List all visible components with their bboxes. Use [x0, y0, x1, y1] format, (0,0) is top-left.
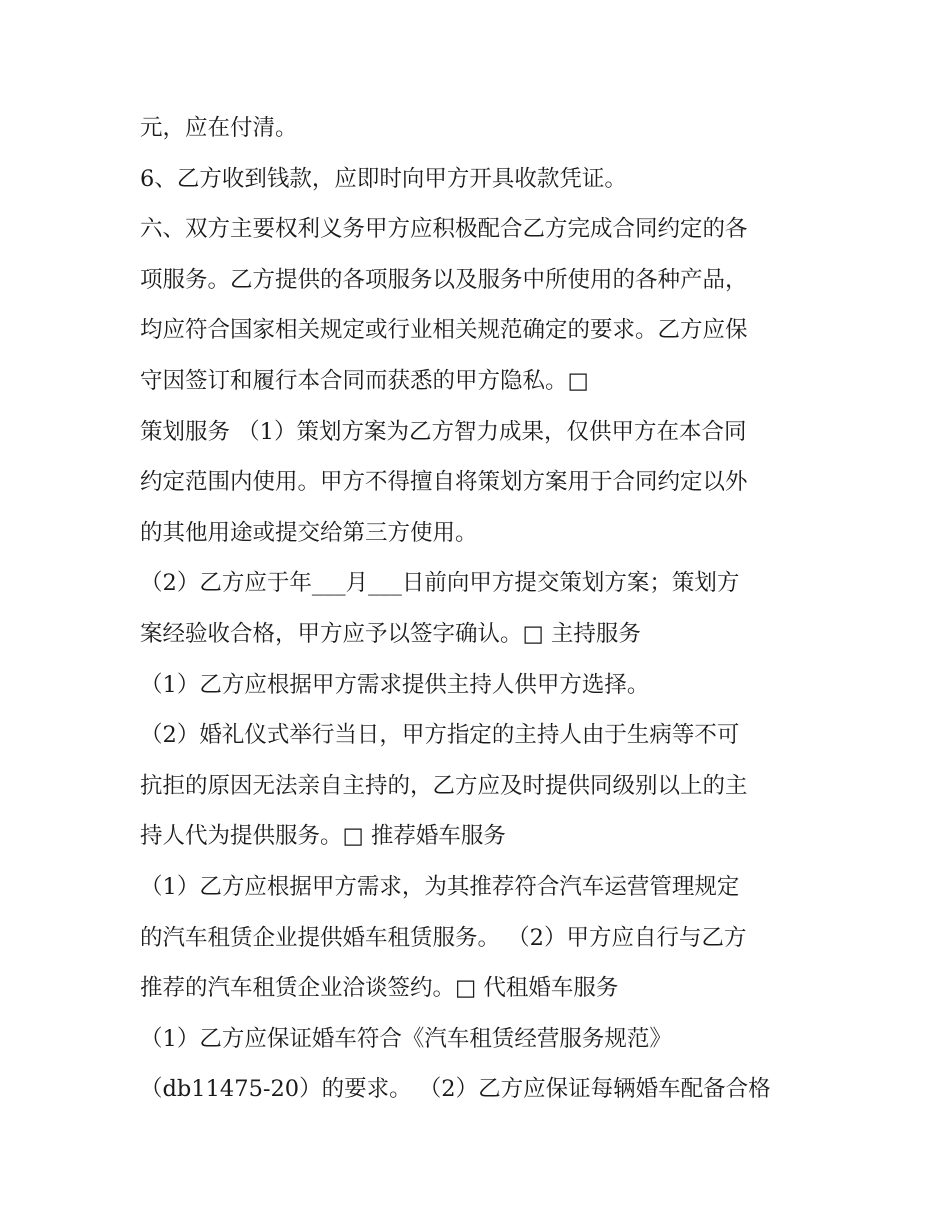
text-line: （db11475-20）的要求。 （2）乙方应保证每辆婚车配备合格 — [140, 1076, 771, 1103]
text-line: 案经验收合格，甲方应予以签字确认。□ 主持服务 — [140, 620, 641, 647]
text-line: （1）乙方应根据甲方需求，为其推荐符合汽车运营管理规定 — [140, 873, 740, 900]
text-line: （2）乙方应于年___月___日前向甲方提交策划方案；策划方 — [140, 570, 740, 597]
text-line: 策划服务 （1）策划方案为乙方智力成果，仅供甲方在本合同 — [140, 418, 747, 445]
text-line: 推荐的汽车租赁企业洽谈签约。□ 代租婚车服务 — [140, 975, 619, 1002]
text-line: 元，应在付清。 — [140, 115, 298, 141]
contract-text — [140, 103, 820, 1115]
text-line: 的其他用途或提交给第三方使用。 — [140, 519, 478, 546]
text-line: 持人代为提供服务。□ 推荐婚车服务 — [140, 823, 506, 850]
text-line: 项服务。乙方提供的各项服务以及服务中所使用的各种产品， — [140, 266, 748, 293]
text-line: 抗拒的原因无法亲自主持的，乙方应及时提供同级别以上的主 — [140, 772, 748, 799]
text-line: （1）乙方应保证婚车符合《汽车租赁经营服务规范》 — [140, 1025, 672, 1052]
text-line: 均应符合国家相关规定或行业相关规范确定的要求。乙方应保 — [140, 317, 748, 344]
text-line: 6、乙方收到钱款，应即时向甲方开具收款凭证。 — [140, 165, 627, 192]
text-line: 六、双方主要权利义务甲方应积极配合乙方完成合同约定的各 — [140, 216, 748, 243]
text-line: 约定范围内使用。甲方不得擅自将策划方案用于合同约定以外 — [140, 469, 748, 496]
text-line: （2）婚礼仪式举行当日，甲方指定的主持人由于生病等不可 — [140, 722, 740, 749]
text-line: 的汽车租赁企业提供婚车租赁服务。 （2）甲方应自行与乙方 — [140, 924, 747, 951]
text-line: （1）乙方应根据甲方需求提供主持人供甲方选择。 — [140, 671, 650, 698]
text-line: 守因签订和履行本合同而获悉的甲方隐私。□ — [140, 367, 589, 394]
